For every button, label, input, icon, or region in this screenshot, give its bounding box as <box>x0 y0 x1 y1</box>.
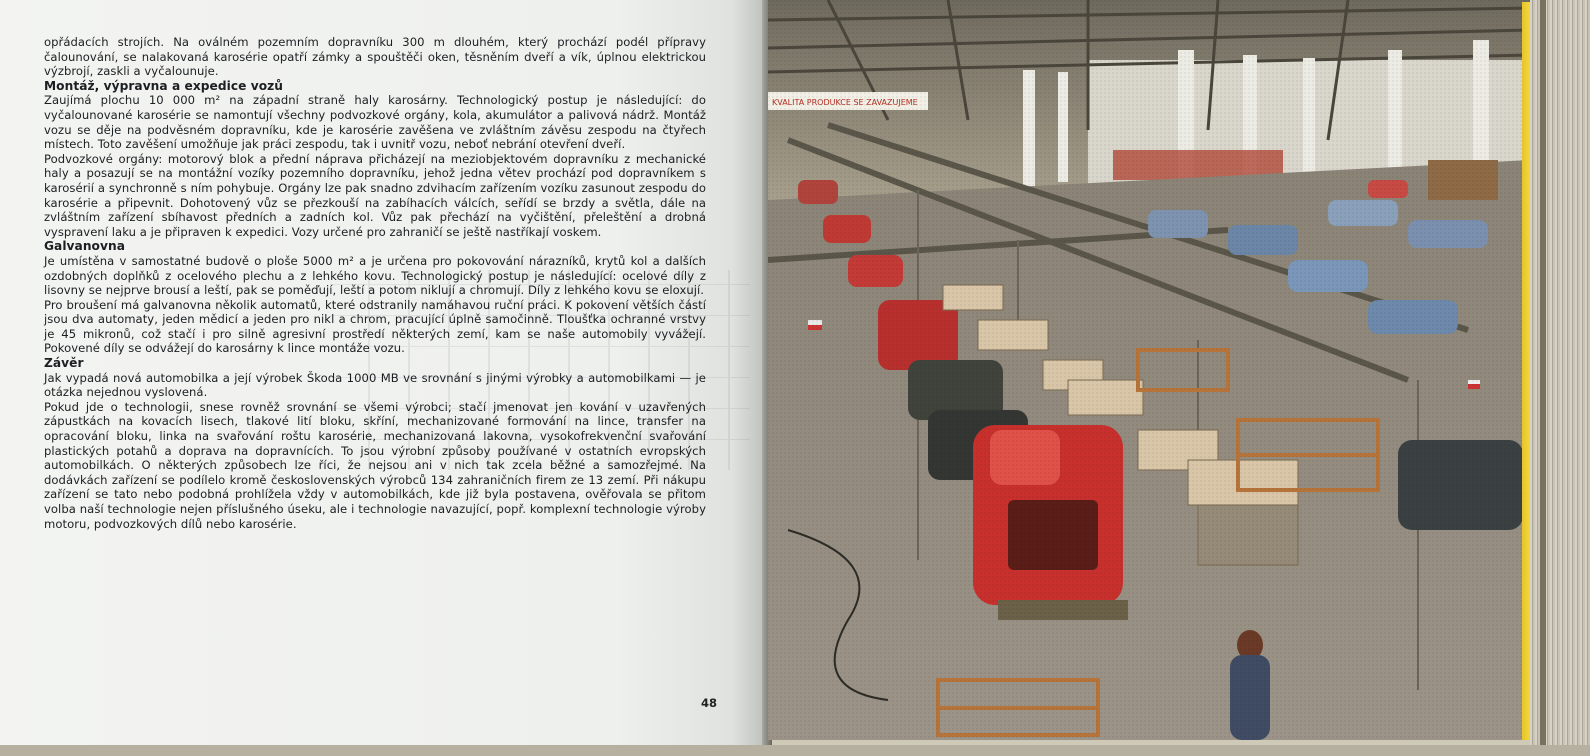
book-edge-shadow <box>1540 0 1546 756</box>
page-number: 48 <box>701 696 718 710</box>
paragraph-montaz-2: Podvozkové orgány: motorový blok a přední náprava přicházejí na meziobjektovém dopravníku z mechanické haly a posazují se na montážní vozíky pozemního dopravníku, jehož jedna větev prochází pod dopravníkem s karosérií a synchronně s ním pohybuje. Orgány lze pak snadno zdvihacím zařízením vozíku zasunout zespodu do karosérie a připevnit. Dohotovený vůz se přezkouší na zabíhacích válcích, seřídí se brzdy a světla, dále na zvláštním zařízení sbíhavost předních a zadních kol. Vůz pak přechází na vyčištění, přeleštění a drobná vyspravení laku a je připraven k expedici. Vozy určené pro zahraničí se ještě nastříkají voskem. <box>44 151 706 239</box>
text-column <box>44 35 706 531</box>
book-edge <box>1530 0 1590 756</box>
intro-paragraph: opřádacích strojích. Na oválném pozemním dopravníku 300 m dlouhém, který prochází podél přípravy čalounování, se nalakovaná karosérie opatří zámky a spouštěči oken, těsněním dveří a vík, úplnou elektrickou výzbrojí, zaskli a vyčalounuje. <box>44 35 706 79</box>
left-page <box>0 0 770 746</box>
paragraph-zaver-2: Pokud jde o technologii, snese rovněž srovnání se všemi výrobci; stačí jmenovat jen kování v uzavřených zápustkách na kovacích lisech, tlakové lití bloku, skříní, mechanizované formování na lince, transfer na opracování bloku, linka na svařování roštu karosérie, mechanizovaná lakovna, vysokofrekvenční svařování plastických potahů a doprava na dopravnících. To jsou výrobní způsoby používané v ostatních evropských automobilkách. O některých způsobech lze říci, že nejsou ani v nich tak zcela běžné a samozřejmé. Na dodávkách zařízení se podílelo kromě československých výrobců 134 zahraničních firem ze 13 zemí. Při nákupu zařízení se tato nebo podobná prohlížela vždy v automobilkách, kde již byla postavena, ověřovala se přitom volba naší technologie nejen příslušného úseku, ale i technologie navazující, popř. komplexní technologie výroby motoru, podvozkových dílů nebo karosérie. <box>44 399 706 531</box>
paragraph-galvanovna-1: Je umístěna v samostatné budově o ploše 5000 m² a je určena pro pokovování nárazníků, krytů kol a dalších ozdobných doplňků z ocelového plechu a z lehkého kovu. Technologický postup je následující: ocelové díly z lisovny se nejprve brousí a leští, pak se poměďují, leští a potom niklují a chromují. Díly z lehkého kovu se eloxují. <box>44 253 706 298</box>
assembly-hall-photo <box>768 0 1530 740</box>
paragraph-galvanovna-2: Pro broušení má galvanovna několik automatů, které odstranily namáhavou ruční práci. K pokovení větších částí jsou dva automaty, jeden mědicí a jeden pro nikl a chrom, pracující úplně samočinně. Tloušťka ochranné vrstvy je 45 mikronů, což stačí i pro silně agresivní prostředí některých zemí, kam se naše automobily vyvážejí. Pokovené díly se odvážejí do karosárny k lince montáže vozu. <box>44 297 706 356</box>
right-page <box>768 0 1530 740</box>
bottom-edge <box>0 745 1590 756</box>
section-heading-montaz: Montáž, výpravna a expedice vozů <box>44 78 284 93</box>
section-heading-galvanovna: Galvanovna <box>44 239 125 254</box>
paragraph-zaver-1: Jak vypadá nová automobilka a její výrobek Škoda 1000 MB ve srovnání s jinými výrobky a automobilkami — je otázka nejednou vyslovená. <box>44 370 706 400</box>
section-heading-zaver: Závěr <box>44 356 84 371</box>
halftone-texture <box>768 0 1530 740</box>
paragraph-montaz-1: Zaujímá plochu 10 000 m² na západní straně haly karosárny. Technologický postup je následující: do vyčalounované karosérie se namontují všechny podvozkové orgány, kola, akumulátor a palivová nádrž. Montáž vozu se děje na podvěsném dopravníku, kde je karosérie zavěšena ve zvláštním závěsu zespodu na čtyřech místech. Toto zavěšení umožňuje jak práci zespodu, tak i uvnitř vozu, neboť nebrání otevření dveří. <box>44 93 706 152</box>
yellow-page-edge <box>1522 2 1530 740</box>
